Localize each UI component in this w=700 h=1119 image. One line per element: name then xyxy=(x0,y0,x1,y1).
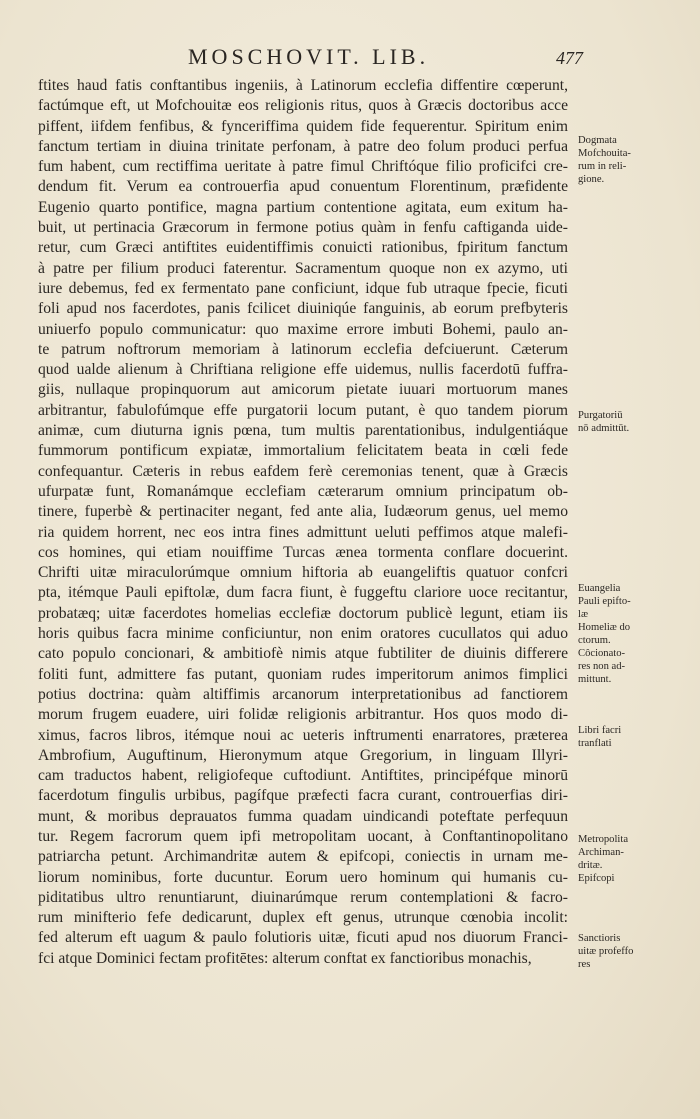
margin-note-line: dritæ. xyxy=(578,860,603,871)
text-line: fummorum pontificum expiatæ, immortalium felicitatem beata in cœli fede xyxy=(38,442,568,460)
text-line: buit, ut pertinacia Græcorum in fermone potius quàm in fenfu caftiganda uide- xyxy=(38,219,568,237)
margin-note-line: tranflati xyxy=(578,738,612,749)
text-line: foliti funt, admittere fas putant, quoniam rudes imperitorum animos fimplici xyxy=(38,665,568,683)
margin-note-line: uitæ profeffo xyxy=(578,946,634,957)
margin-note-line: Dogmata xyxy=(578,135,617,146)
text-line: ftites haud fatis conftantibus ingeniis, à Latinorum ecclefia diffentire cœperunt, xyxy=(38,77,568,94)
margin-note-line: rum in reli- xyxy=(578,161,627,172)
text-line: uniuerfo populo communicatur: quo maxime errore imbuti Bohemi, paulo an- xyxy=(38,320,568,338)
text-line: probatæq; uitæ facerdotes homelias ecclefiæ doctorum publicè legunt, etiam iis xyxy=(38,604,568,622)
text-line: à patre per filium produci faterentur. Sacramentum quoque non ex azymo, uti xyxy=(38,259,568,277)
text-line: foli apud nos facerdotes, panis fcilicet diuiniqúe fanguinis, ab eorum prefbyteris xyxy=(38,300,568,318)
text-line: horis quibus facra minime conficiuntur, non enim oratores cucullatos qui aduo xyxy=(38,625,568,643)
text-line: tur. Regem facrorum quem ipfi metropolitam uocant, à Conftantinopolitano xyxy=(38,827,568,845)
text-line: cato populo concionari, & ambitiofè nimis atque fubtiliter de diuinis differere xyxy=(38,645,568,663)
margin-note-line: gione. xyxy=(578,174,605,185)
text-line: piditatibus ultro renuntiarunt, diuinarúmque rerum contemplationi & facro- xyxy=(38,888,568,906)
margin-note-line: Purgatoriū xyxy=(578,410,623,421)
margin-note-sanctioris xyxy=(578,932,696,971)
margin-note-line: ctorum. xyxy=(578,635,611,646)
text-line: iure debemus, fed ex fermentato pane conficiunt, idque fub utraque fpecie, ficuti xyxy=(38,279,568,297)
margin-note-purgatorium xyxy=(578,409,696,435)
text-line: fanctum tertiam in diuina trinitate perfonam, à patre deo folum produci perfua xyxy=(38,137,568,155)
running-head: MOSCHOVIT. LIB. xyxy=(188,44,430,69)
margin-note-line: mittunt. xyxy=(578,674,612,685)
page-number: 477 xyxy=(556,48,583,68)
text-line: Eugenio quarto pontifice, magna partium contentione agitata, eum exitum ha- xyxy=(38,198,568,216)
margin-note-line: nō admittūt. xyxy=(578,423,630,434)
margin-note-dogmata xyxy=(578,134,696,186)
text-line: pta, itémque Pauli epiftolæ, dum facra fiunt, è fuggeftu clariore uoce recitantur, xyxy=(38,584,568,602)
text-line: fci atque Dominici fectam profitētes: alterum conftat ex fanctioribus monachis, xyxy=(38,949,532,967)
text-line: potius doctrina: quàm altiffimis arcanorum interpretationibus ad fanctiorem xyxy=(38,685,568,703)
text-line: liorum nominibus, forte ducuntur. Eorum uero hominum qui humanis cu- xyxy=(38,868,568,886)
text-line: Chrifti uitæ miraculorúmque omnium hiftoria ab euangeliftis quatuor confcri xyxy=(38,564,568,582)
text-line: giis, nullaque propinquorum aut amicorum pietate iuuari mortuorum manes xyxy=(38,381,568,399)
text-line: retur, cum Græci antiftites euidentiffimis conuicti rationibus, fpiritum fanctum xyxy=(38,239,568,257)
text-line: animæ, cum diuturna ignis pœna, tum multis parentationibus, indulgentiáque xyxy=(38,422,568,440)
text-line: cam traductos habent, religiofeque cuftodiunt. Antiftites, principéfque minorū xyxy=(38,767,568,785)
text-line: fed alterum eft uagum & paulo folutioris uitæ, ficuti apud nos diuorum Franci- xyxy=(38,929,568,947)
text-line: cos homines, qui etiam nouiffime Turcas ænea tormenta conflare docuerint. xyxy=(38,543,568,561)
margin-note-libri-sacri xyxy=(578,724,696,750)
margin-note-line: res non ad- xyxy=(578,661,626,672)
margin-note-line: res xyxy=(578,959,591,970)
text-line: te patrum noftrorum memoriam à latinorum ecclefia defciuerunt. Cæterum xyxy=(38,340,568,358)
text-line: piffent, iifdem fenfibus, & fynceriffima quidem fide fequerentur. Spiritum enim xyxy=(38,117,568,135)
text-line: tinere, fuperbè & pertinaciter negant, fed ante alia, Iudæorum genus, uel memo xyxy=(38,503,568,521)
margin-note-line: Epifcopi xyxy=(578,873,615,884)
margin-note-line: Pauli epifto- xyxy=(578,596,631,607)
margin-note-metropolita xyxy=(578,833,696,885)
text-line: dendum fit. Verum ea controuerfia apud conuentum Florentinum, præfidente xyxy=(38,178,568,196)
text-line: ximus, facros libros, itémque noui ac ueteris inftrumenti enarratores, præterea xyxy=(38,726,568,744)
text-line: morum frugem euadere, uiri folidæ religionis arbitrantur. Hos quos modo di- xyxy=(38,706,568,724)
margin-note-line: Libri facri xyxy=(578,725,622,736)
margin-note-line: Metropolita xyxy=(578,834,629,845)
text-line: confequantur. Cæteris in rebus eafdem ferè ceremonias tenent, quæ à Græcis xyxy=(38,462,568,480)
text-line: facerdotum fingulis urbibus, pagífque præfecti facra curant, controuerfias diri- xyxy=(38,787,568,805)
margin-note-line: Archiman- xyxy=(578,847,624,858)
text-line: fum habent, cum rectiffima ueritate à patre fimul Chriftóque filio proficifci cre- xyxy=(38,158,568,176)
text-line: quod ualde alienum à Chriftiana religione effe uidemus, nullis facerdotū fuffra- xyxy=(38,361,568,379)
text-line: munt, & moribus deprauatos fumma quadam uindicandi poteftate perfequun xyxy=(38,807,568,825)
margin-note-line: Homeliæ do xyxy=(578,622,631,633)
text-line: factúmque eft, ut Mofchouitæ eos religionis ritus, quos à Græcis doctoribus acce xyxy=(38,97,568,115)
margin-note-line: læ xyxy=(578,609,589,620)
main-text-block xyxy=(38,76,568,969)
margin-note-line: Côcionato- xyxy=(578,648,626,659)
margin-note-line: Euangelia xyxy=(578,583,621,594)
margin-note-euangelia xyxy=(578,582,696,686)
text-line: patriarcha petunt. Archimandritæ autem & epifcopi, coniectis in urnam me- xyxy=(38,848,568,866)
text-line: ria quidem horrent, nec eos intra fines admittunt ueluti peffimos atque malefi- xyxy=(38,523,568,541)
text-line: rum minifterio fefe dedicarunt, duplex eft genus, utrunque cœnobia incolit: xyxy=(38,909,568,927)
margin-note-line: Mofchouita- xyxy=(578,148,631,159)
text-line: ufurpatæ funt, Romanámque ecclefiam cæterarum omnium principatum ob- xyxy=(38,482,568,500)
text-line: arbitrantur, fabulofúmque effe purgatorii locum putant, è quo tandem piorum xyxy=(38,401,568,419)
margin-note-line: Sanctioris xyxy=(578,933,621,944)
text-line: Ambrofium, Auguftinum, Hieronymum atque Gregorium, in linguam Illyri- xyxy=(38,746,568,764)
